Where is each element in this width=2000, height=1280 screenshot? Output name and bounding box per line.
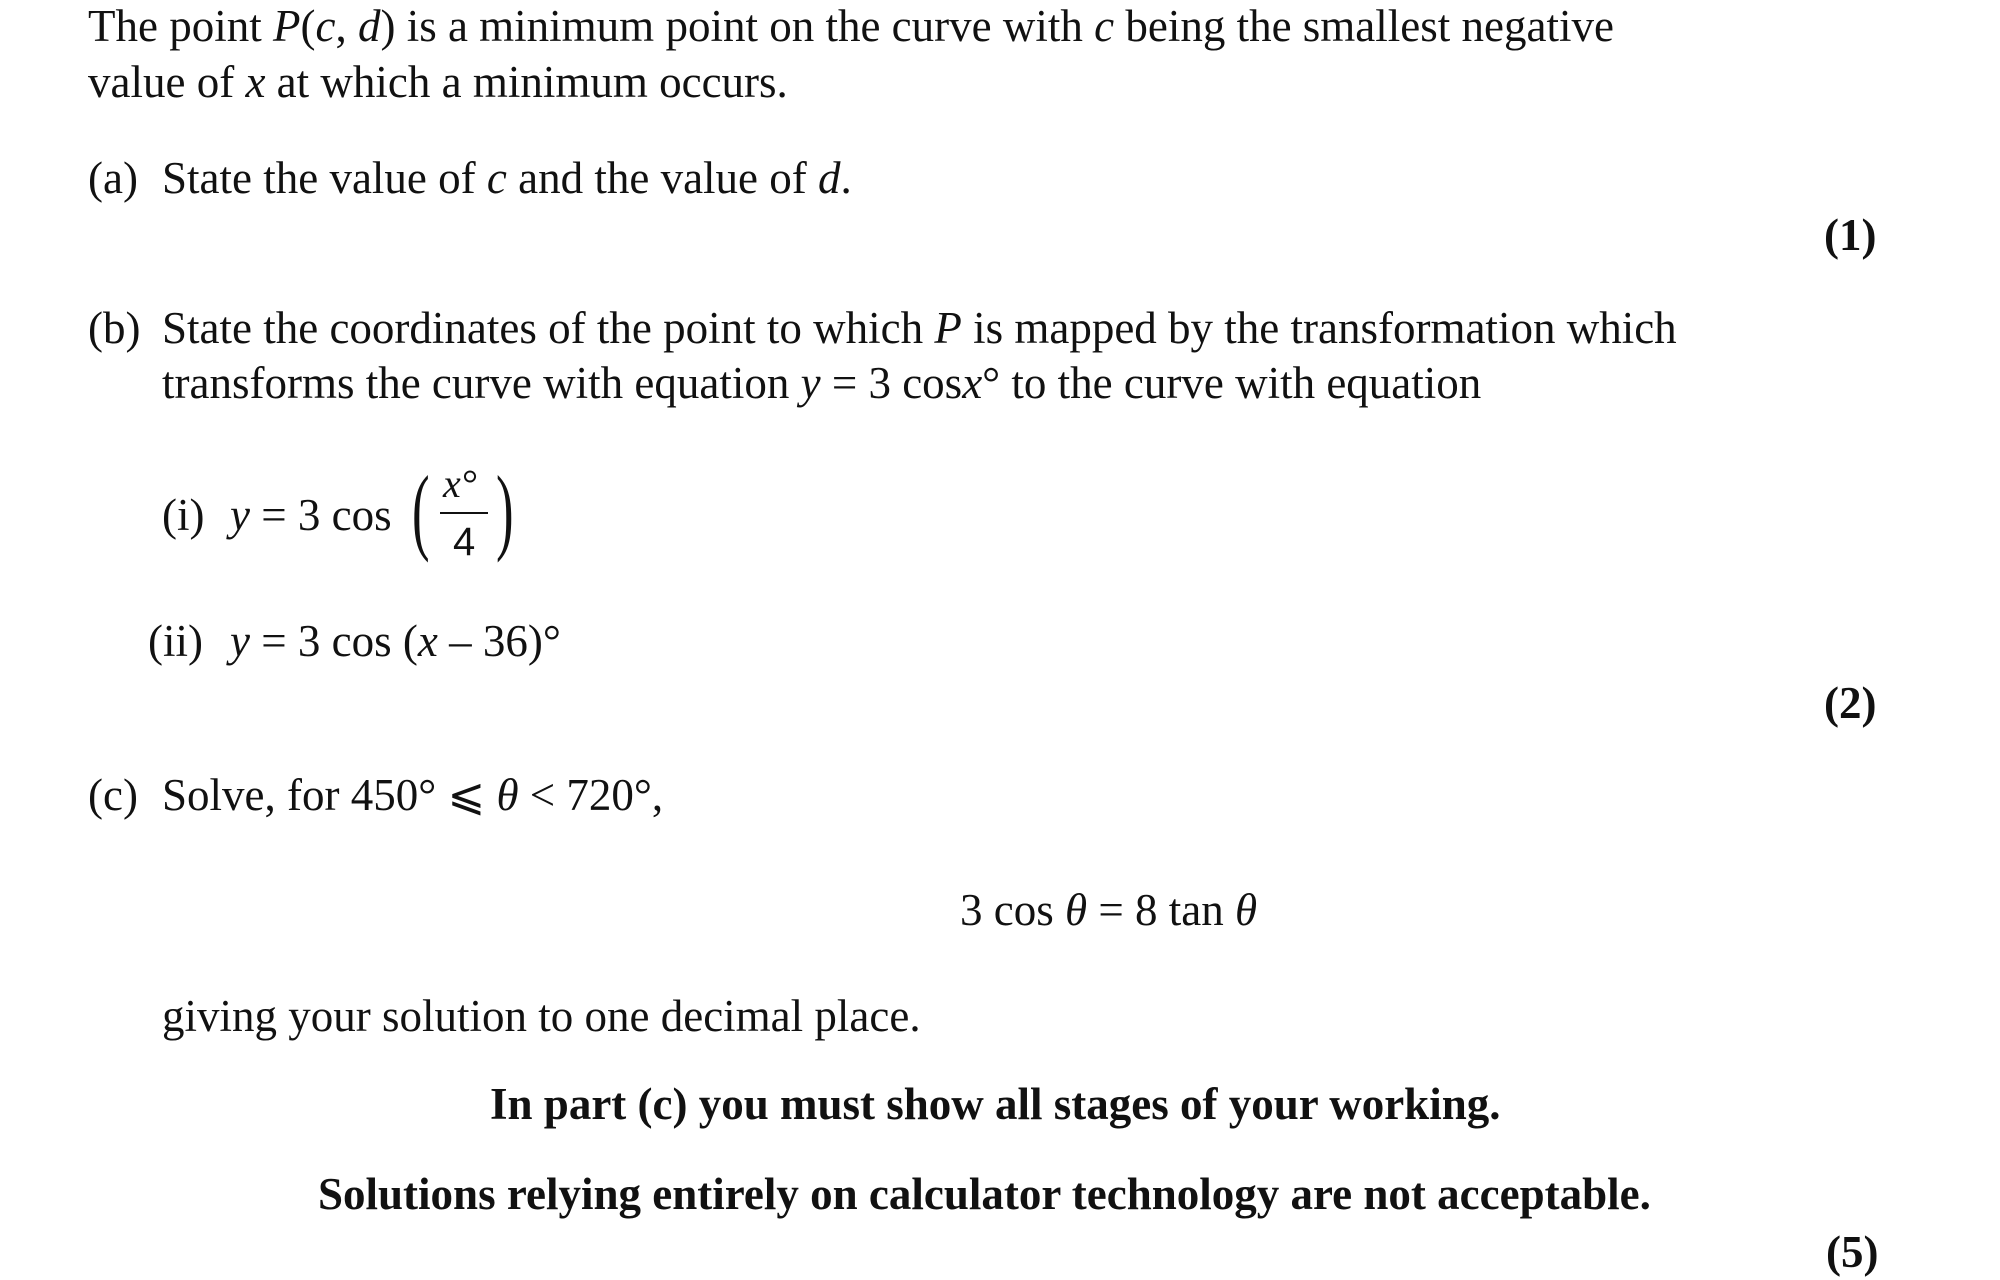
equation-text: = 3 cos	[820, 358, 963, 408]
sub-ii-label: (ii)	[148, 616, 203, 666]
intro-text: value of	[88, 57, 246, 107]
part-b-line-1	[162, 300, 1677, 356]
part-a-label: (a)	[88, 153, 138, 203]
part-b-line-2	[162, 355, 1481, 411]
question-text: transforms the curve with equation	[162, 358, 801, 408]
part-b-marks: (2)	[1824, 678, 1877, 728]
intro-line-2	[88, 54, 788, 110]
part-b-label: (b)	[88, 303, 141, 353]
var-c: c	[486, 153, 507, 203]
intro-text: being the smallest negative	[1114, 1, 1614, 51]
question-text: .	[840, 153, 852, 203]
part-c-equation	[960, 882, 1257, 938]
sub-ii-equation	[230, 613, 561, 669]
question-text: is mapped by the transformation which	[961, 303, 1677, 353]
var-theta: θ	[496, 770, 519, 820]
fraction-bar	[440, 512, 488, 514]
paren: (	[300, 1, 316, 51]
part-c-instruction: giving your solution to one decimal place.	[162, 991, 921, 1041]
comma: ,	[335, 1, 358, 51]
var-d: d	[357, 1, 381, 51]
var-theta: θ	[1065, 885, 1088, 935]
fraction-close-paren: )	[496, 456, 514, 563]
equation-text: = 8 tan	[1087, 885, 1235, 935]
part-a-question	[162, 150, 852, 206]
question-text: to the curve with equation	[1000, 358, 1482, 408]
sub-i-label: (i)	[162, 490, 205, 540]
sub-i-equation	[230, 487, 392, 543]
equation-text: – 36)°	[437, 616, 561, 666]
var-c: c	[315, 1, 336, 51]
question-text: State the value of	[162, 153, 487, 203]
var-d: d	[818, 153, 841, 203]
point-label: P	[272, 1, 301, 51]
var-y: y	[230, 616, 250, 666]
part-c-label: (c)	[88, 770, 138, 820]
question-text: Solve, for 450° ⩽	[162, 770, 497, 820]
fraction-denominator: 4	[453, 520, 476, 564]
intro-text: at which a minimum occurs.	[265, 57, 788, 107]
var-x: x	[417, 616, 438, 666]
point-label: P	[934, 303, 962, 353]
equation-text: = 3 cos (	[249, 616, 418, 666]
question-text: and the value of	[506, 153, 819, 203]
fraction-open-paren: (	[412, 456, 430, 563]
intro-text: ) is a minimum point on the curve with	[380, 1, 1095, 51]
var-x: x	[245, 57, 266, 107]
intro-line-1	[88, 0, 1614, 54]
fraction-numerator: x°	[443, 461, 477, 506]
calculator-notice: Solutions relying entirely on calculator technology are not acceptable.	[318, 1169, 1651, 1219]
degree-symbol: °	[982, 358, 1001, 408]
equation-text: = 3 cos	[249, 490, 392, 540]
question-text: State the coordinates of the point to which	[162, 303, 935, 353]
var-c: c	[1094, 1, 1115, 51]
var-y: y	[800, 358, 821, 408]
part-c-question	[162, 767, 663, 823]
var-x: x	[962, 358, 983, 408]
working-notice: In part (c) you must show all stages of your working.	[490, 1079, 1501, 1129]
var-theta: θ	[1234, 885, 1258, 935]
intro-text: The point	[88, 1, 273, 51]
question-text: < 720°,	[518, 770, 664, 820]
part-a-marks: (1)	[1824, 210, 1877, 260]
var-y: y	[230, 490, 250, 540]
equation-text: 3 cos	[960, 885, 1065, 935]
part-c-marks: (5)	[1826, 1227, 1879, 1277]
